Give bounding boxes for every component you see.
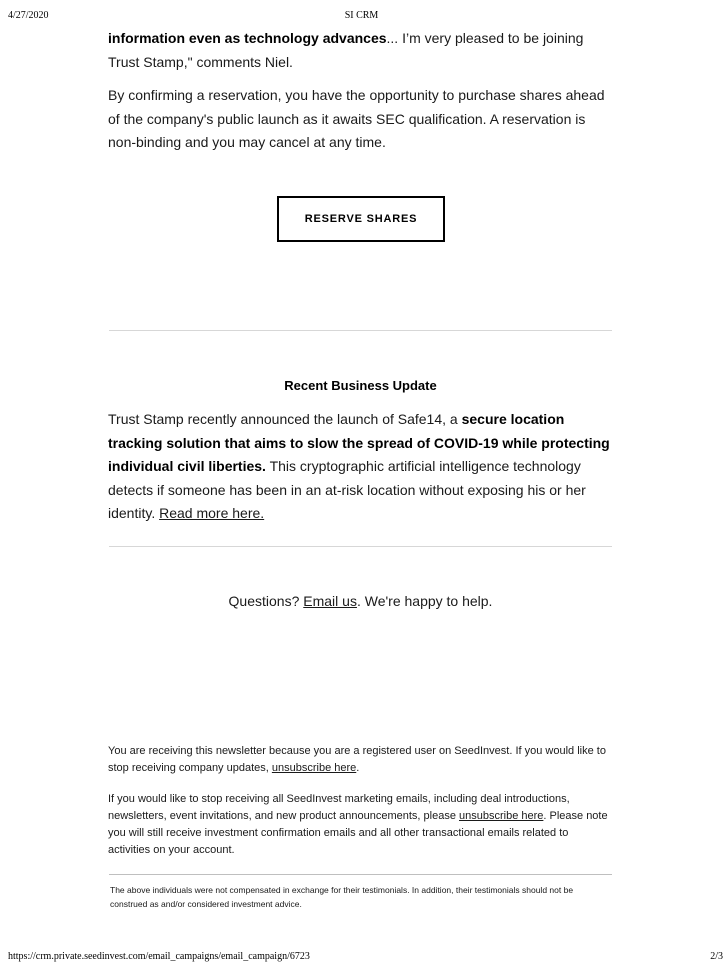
footer-p1-block	[108, 743, 613, 777]
reserve-shares-button[interactable]: RESERVE SHARES	[277, 196, 445, 242]
business-update-block	[108, 408, 613, 526]
footer-p2-end: . Please note you will still receive investment confirmation emails and all other transactional emails related to activities on your account.	[108, 810, 608, 856]
reservation-paragraph: By confirming a reservation, you have the opportunity to purchase shares ahead of the company's public launch as it awaits SEC qualification. A reservation is non-binding and you may cancel at any time.	[108, 87, 605, 150]
read-more-link[interactable]: Read more here.	[159, 505, 265, 521]
unsubscribe-company-link[interactable]: unsubscribe here	[271, 762, 357, 774]
quote-rest: ... I’m very pleased to be joining Trust Stamp," comments Niel.	[108, 30, 584, 70]
reservation-block	[108, 84, 613, 155]
unsubscribe-all-link[interactable]: unsubscribe here	[459, 810, 544, 822]
footer-paragraph-1	[108, 743, 613, 777]
update-text-1: Trust Stamp recently announced the launch of Safe14, a	[108, 411, 462, 427]
section-title: Recent Business Update	[284, 378, 437, 393]
business-update-paragraph	[108, 408, 613, 526]
questions-prefix: Questions?	[228, 593, 304, 609]
footer-p1-end: .	[356, 762, 360, 774]
print-url: https://crm.private.seedinvest.com/email_campaigns/email_campaign/6723	[8, 951, 310, 962]
footer-paragraph-2	[108, 791, 613, 859]
divider	[109, 330, 612, 331]
print-page-number: 2/3	[710, 951, 723, 962]
questions-suffix: . We're happy to help.	[356, 593, 493, 609]
disclaimer-block	[110, 883, 610, 911]
update-bold: secure location tracking solution that aims to slow the spread of COVID-19 while protecting individual civil liberties.	[108, 411, 610, 474]
quote-block	[108, 27, 613, 74]
questions-line	[108, 593, 613, 609]
quote-bold: information even as technology advances	[108, 30, 387, 46]
footer-p1-text: You are receiving this newsletter because you are a registered user on SeedInvest. If you would like to stop receiving company updates,	[108, 745, 606, 774]
divider	[109, 546, 612, 547]
footer-p2-text: If you would like to stop receiving all SeedInvest marketing emails, including deal introductions, newsletters, event invitations, and new product announcements, please	[108, 793, 570, 822]
footer-p2-block	[108, 791, 613, 859]
update-text-2: This cryptographic artificial intelligence technology detects if someone has been in an at-risk location without exposing his or her identity.	[108, 458, 586, 521]
email-us-link[interactable]: Email us	[303, 593, 357, 609]
print-date: 4/27/2020	[8, 10, 49, 21]
quote-paragraph	[108, 27, 613, 74]
disclaimer-text: The above individuals were not compensated in exchange for their testimonials. In addition, their testimonials should not be construed as and/or considered investment advice.	[110, 885, 574, 909]
print-title: SI CRM	[344, 10, 379, 21]
divider	[109, 874, 612, 875]
